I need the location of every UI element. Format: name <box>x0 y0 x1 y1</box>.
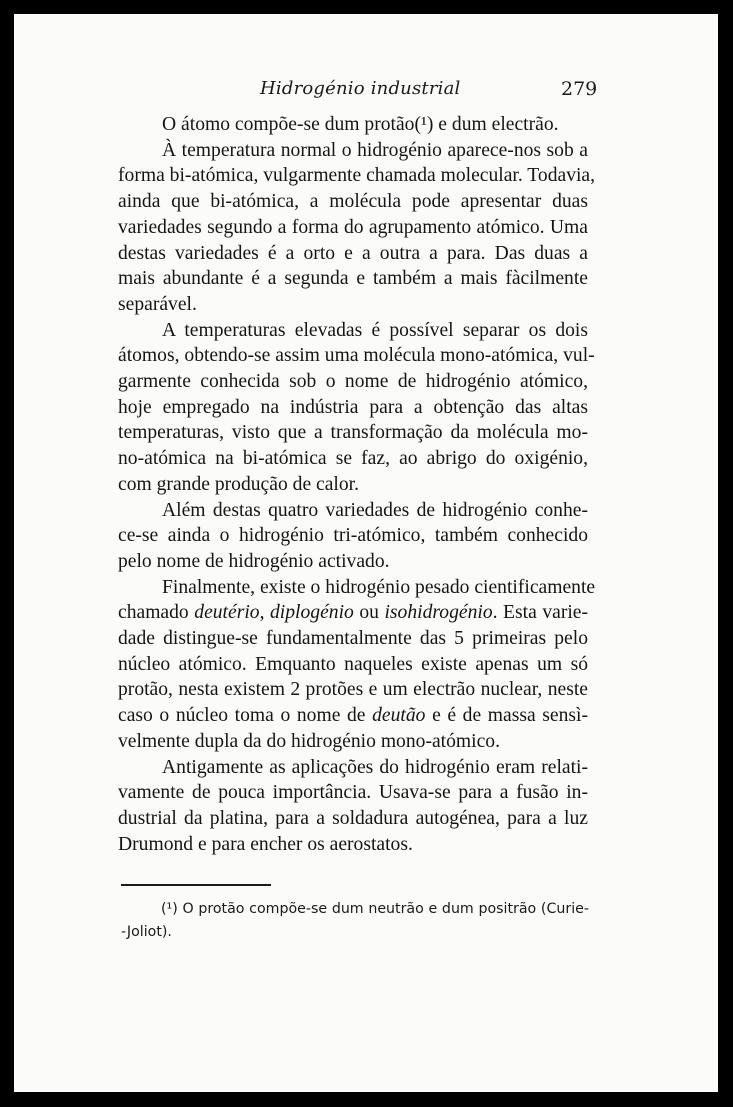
footnote <box>121 898 589 944</box>
text-line: Finalmente, existe o hidrogénio pesado cientificamente <box>162 576 596 598</box>
text-line: mais abundante é a segunda e também a mais fàcilmente <box>118 268 588 290</box>
text-line: À temperatura normal o hidrogénio aparece-nos sob a <box>162 139 588 161</box>
text-line: O átomo compõe-se dum protão(¹) e dum electrão. <box>162 114 559 135</box>
running-head-title: Hidrogénio industrial <box>260 78 461 99</box>
text-line: A temperaturas elevadas é possível separar os dois <box>162 319 588 341</box>
footnote-line: (¹) O protão compõe-se dum neutrão e dum positrão (Curie- <box>161 901 589 917</box>
text-line: Antigamente as aplicações do hidrogénio eram relati- <box>162 756 588 778</box>
text-line: com grande produção de calor. <box>118 473 360 495</box>
text-line: vamente de pouca importância. Usava-se para a fusão in- <box>118 782 588 804</box>
book-page <box>14 14 718 1092</box>
text-line: no-atómica na bi-atómica se faz, ao abrigo do oxigénio, <box>118 448 588 470</box>
text-line: átomos, obtendo-se assim uma molécula mono-atómica, vul- <box>118 345 595 367</box>
text-line: forma bi-atómica, vulgarmente chamada molecular. Todavia, <box>118 165 596 187</box>
text-line: separável. <box>118 293 197 315</box>
footnote-divider <box>121 884 271 886</box>
text-line: pelo nome de hidrogénio activado. <box>118 550 390 572</box>
text-line: hoje empregado na indústria para a obtenção das altas <box>118 396 588 418</box>
body-text <box>118 112 596 857</box>
text-line: destas variedades é a orto e a outra a para. Das duas a <box>118 242 588 264</box>
page-number: 279 <box>561 78 598 100</box>
text-line: protão, nesta existem 2 protões e um electrão nuclear, neste <box>118 679 588 701</box>
text-line: ainda que bi-atómica, a molécula pode apresentar duas <box>118 191 588 213</box>
text-line: variedades segundo a forma do agrupamento atómico. Uma <box>118 216 588 238</box>
text-line: temperaturas, visto que a transformação da molécula mo- <box>118 422 588 444</box>
running-head <box>14 70 718 100</box>
text-line: ce-se ainda o hidrogénio tri-atómico, também conhecido <box>118 525 588 547</box>
text-line: chamado deutério, diplogénio ou isohidrogénio. Esta varie- <box>118 602 589 624</box>
text-line: núcleo atómico. Emquanto naqueles existe apenas um só <box>118 653 588 675</box>
footnote-line: -Joliot). <box>121 924 172 940</box>
text-line: garmente conhecida sob o nome de hidrogénio atómico, <box>118 371 588 393</box>
text-line: Além destas quatro variedades de hidrogénio conhe- <box>162 499 588 521</box>
text-line: dustrial da platina, para a soldadura autogénea, para a luz <box>118 807 588 829</box>
text-line: dade distingue-se fundamentalmente das 5 primeiras pelo <box>118 628 588 650</box>
text-line: velmente dupla da do hidrogénio mono-atómico. <box>118 730 500 752</box>
text-line: Drumond e para encher os aerostatos. <box>118 833 413 855</box>
text-line: caso o núcleo toma o nome de deutão e é de massa sensì- <box>118 705 588 727</box>
